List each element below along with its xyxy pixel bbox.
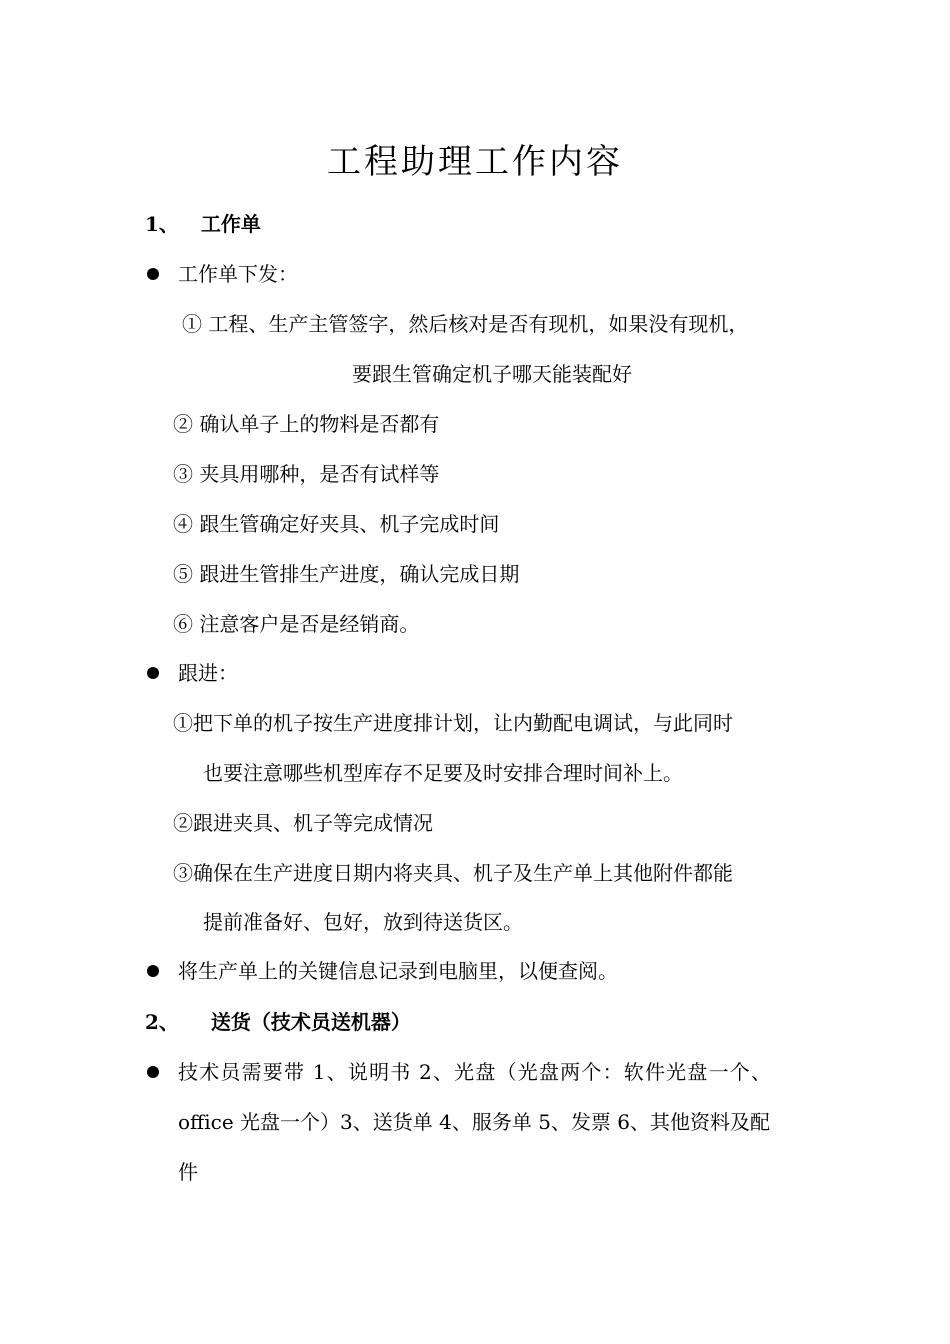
issue-item-4: ④ 跟生管确定好夹具、机子完成时间 [173, 512, 500, 536]
section-1-title: 工作单 [200, 212, 261, 236]
issue-item-1: ① 工程、生产主管签字，然后核对是否有现机，如果没有现机， [182, 312, 749, 336]
bullet-icon [147, 667, 159, 679]
issue-item-1-continued: 要跟生管确定机子哪天能装配好 [352, 362, 632, 386]
bullet-icon [147, 965, 159, 977]
follow-item-1: ①把下单的机子按生产进度排计划，让内勤配电调试，与此同时 [173, 711, 733, 735]
bullet-follow-label: 跟进： [178, 661, 238, 685]
follow-item-2: ②跟进夹具、机子等完成情况 [173, 811, 433, 835]
follow-item-3: ③确保在生产进度日期内将夹具、机子及生产单上其他附件都能 [173, 861, 733, 885]
section-2-number: 2、 [145, 1010, 179, 1034]
follow-item-1-continued: 也要注意哪些机型库存不足要及时安排合理时间补上。 [203, 761, 683, 785]
delivery-line-3: 件 [178, 1160, 198, 1184]
bullet-icon [147, 268, 159, 280]
bullet-record-text: 将生产单上的关键信息记录到电脑里，以便查阅。 [178, 959, 618, 983]
section-1-number: 1、 [145, 212, 179, 236]
issue-item-5: ⑤ 跟进生管排生产进度，确认完成日期 [173, 562, 520, 586]
section-2-heading [145, 1007, 411, 1037]
bullet-icon [147, 1066, 159, 1078]
bullet-issue-label: 工作单下发： [178, 262, 298, 286]
delivery-line-2: office 光盘一个）3、送货单 4、服务单 5、发票 6、其他资料及配 [178, 1110, 771, 1134]
issue-item-3: ③ 夹具用哪种，是否有试样等 [173, 462, 440, 486]
follow-item-3-continued: 提前准备好、包好，放到待送货区。 [203, 910, 523, 934]
delivery-line-1: 技术员需要带 1、说明书 2、光盘（光盘两个：软件光盘一个、 [178, 1060, 773, 1084]
issue-item-2: ② 确认单子上的物料是否都有 [173, 412, 440, 436]
document-title: 工程助理工作内容 [327, 142, 623, 182]
section-1-heading [145, 209, 261, 239]
section-2-title: 送货（技术员送机器） [210, 1010, 411, 1034]
issue-item-6: ⑥ 注意客户是否是经销商。 [173, 612, 420, 636]
